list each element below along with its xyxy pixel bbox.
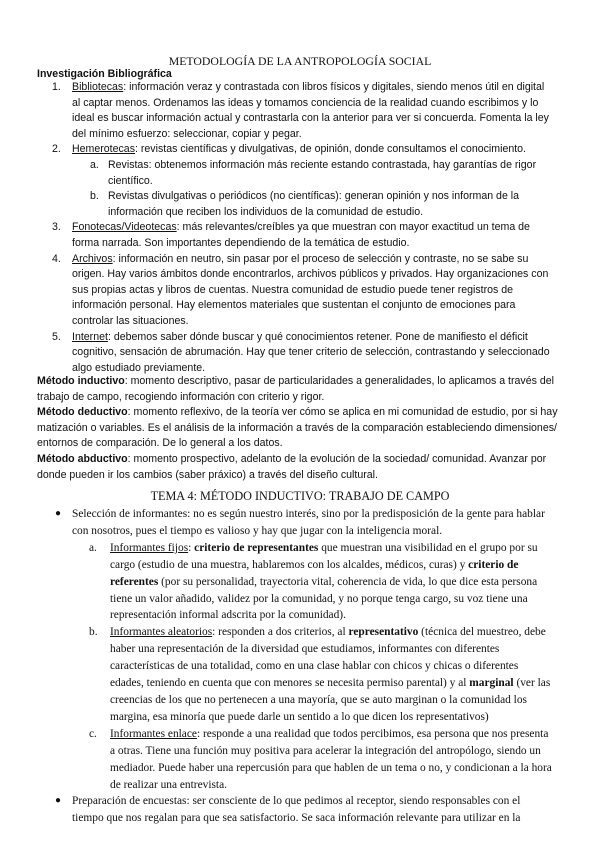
informant-letter: a. [89,541,97,554]
methods-section [37,374,567,483]
method-text: : momento reflexivo, de la teoría ver cómo se aplica en mi comunidad de estudio, por si hay matización o variables. Es el análisis de la información a través de la comparación estableciendo dimensiones/ entornos de comparación. De lo general a los datos. [37,406,558,450]
sources-list [52,80,552,376]
informant-letter: b. [89,626,98,639]
sub-list-item [72,158,552,189]
item-term: Internet [72,330,108,343]
method-text: : momento descriptivo, pasar de particularidades a generalidades, lo aplicamos a través del trabajo de campo, recogiendo información con criterio y rigor. [37,375,554,403]
bullet-item [55,793,552,827]
method-paragraph [37,374,567,405]
item-term: Fonotecas/Videotecas [72,221,177,234]
item-text: : información en neutro, sin pasar por el proceso de selección y contraste, no se sabe su origen. Hay varios ámbitos donde encontrarlos, archivos públicos y privados. Hay organizaciones con sus propias actas y libros de cuentas. Nuestra comunidad de estudio puede tener registros de información personal. Hay elementos materiales que sustentan el conjunto de emociones para controlar las situaciones. [72,252,549,327]
informant-text: : responde a una realidad que todos percibimos, esa persona que nos presenta a otras. Tiene una función muy positiva para acelerar la integración del antropólogo, siendo un mediador. Puede haber una repercusión para que hablen de un tema o no, y condicionan a la hora de realizar una entrevista. [110,727,552,791]
item-text: : información veraz y contrastada con libros físicos y digitales, siendo menos útil en digital al captar menos. Ordenamos las ideas y tomamos conciencia de la realidad cuando escribimos y lo ideal es buscar información actual y contrastarla con la anterior para ver si concuerda. Fomenta la ley del mínimo esfuerzo: seleccionar, copiar y pegar. [72,81,549,140]
section-heading: Investigación Bibliográfica [37,68,172,80]
method-label: Método abductivo [37,452,128,465]
informant-criterion: criterio de referentes [110,558,519,588]
tema4-title: TEMA 4: MÉTODO INDUCTIVO: TRABAJO DE CAMPO [150,489,450,503]
informant-text: : responden a dos criterios, al [212,626,349,639]
sub-item-letter: a. [90,158,99,171]
informant-text: : [188,541,195,554]
informant-text: (ver las creencias de los que no pertenecen a una mayoría, que se auto marginan o la comunidad los margina, esa minoría que puede darle un sentido a lo que dicen los representativos) [110,677,551,723]
item-term: Hemerotecas [72,143,135,156]
sub-item-text: Revistas divulgativas o periódicos (no científicas): generan opinión y nos informan de la información que reciben los individuos de la comunidad de estudio. [108,190,520,218]
list-item [52,80,552,142]
informant-criterion: criterio de representantes [194,541,319,554]
item-text: : debemos saber dónde buscar y qué conocimientos retener. Pone de manifiesto el déficit cognitivo, sensación de abrumación. Hay que tener criterio de selección, contrastando y seleccionado algo estudiado previamente. [72,330,550,374]
list-item [52,252,552,330]
informant-term: Informantes enlace [110,727,197,740]
informant-item [72,624,552,725]
informant-item [72,726,552,794]
item-term: Bibliotecas [72,81,124,93]
informant-term: Informantes fijos [110,541,189,554]
item-number: 1. [52,81,61,93]
list-item [52,330,552,377]
method-paragraph [37,452,567,483]
document-title: METODOLOGÍA DE LA ANTROPOLOGÍA SOCIAL [168,54,432,68]
informant-term: Informantes aleatorios [110,626,213,639]
sub-list [72,158,552,220]
bullet-text: Preparación de encuestas: ser consciente de lo que pedimos al receptor, siendo responsables con el tiempo que nos regalan para que sea satisfactorio. Se saca información relevante para utilizar en la [72,795,521,825]
informant-letter: c. [89,727,97,740]
informant-criterion: marginal [469,677,514,690]
informant-item [72,540,552,625]
method-label: Método deductivo [37,406,128,419]
bullet-dot-icon: ● [55,795,62,807]
bullet-item [55,506,552,793]
method-paragraph [37,405,567,452]
item-term: Archivos [72,252,113,265]
item-text: : revistas científicas y divulgativas, de opinión, donde consultamos el conocimiento. [135,143,527,156]
tema4-list [55,506,552,827]
sub-item-text: Revistas: obtenemos información más reciente estando contrastada, hay garantías de rigor científico. [108,158,537,187]
item-text: : más relevantes/creíbles ya que muestran con mayor exactitud un tema de forma narrada. Son importantes dependiendo de la temática de estudio. [72,221,530,249]
informant-text: que muestran una visibilidad en el grupo por su cargo (estudio de una muestra, hablaremos con los alcaldes, médicos, curas) y [110,541,538,571]
informant-text: (por su personalidad, trayectoria vital, coherencia de vida, lo que dice esta persona tiene un valor añadido, validez por la comunidad, y no porque tenga cargo, su voz tiene una representación informal adscrita por la comunidad). [110,575,538,622]
item-number: 4. [52,252,61,265]
method-label: Método inductivo [37,375,125,387]
sub-item-letter: b. [90,190,99,203]
bullet-text: Selección de informantes: no es según nuestro interés, sino por la predisposición de la gente para hablar con nosotros, pues el tiempo es valioso y hay que jugar con la inteligencia moral. [72,508,545,537]
list-item [52,220,552,251]
informant-criterion: representativo [348,626,419,639]
item-number: 5. [52,330,61,343]
item-number: 3. [52,221,61,234]
list-item [52,142,552,220]
bullet-dot-icon: ● [55,508,62,519]
informant-text: (técnica del muestreo, debe haber una representación de la diversidad que estudiamos, informantes con diferentes características de una totalidad, como en una clase hablar con chicos y chicas o diferentes edades, teniendo en cuenta que con menores se necesita permiso parental) y al [110,626,546,690]
item-number: 2. [52,143,61,156]
informants-list [72,540,552,794]
method-text: : momento prospectivo, adelanto de la evolución de la sociedad/ comunidad. Avanzar por donde pueden ir los cambios (saber práxico) a través del diseño cultural. [37,452,547,481]
sub-list-item [72,189,552,220]
